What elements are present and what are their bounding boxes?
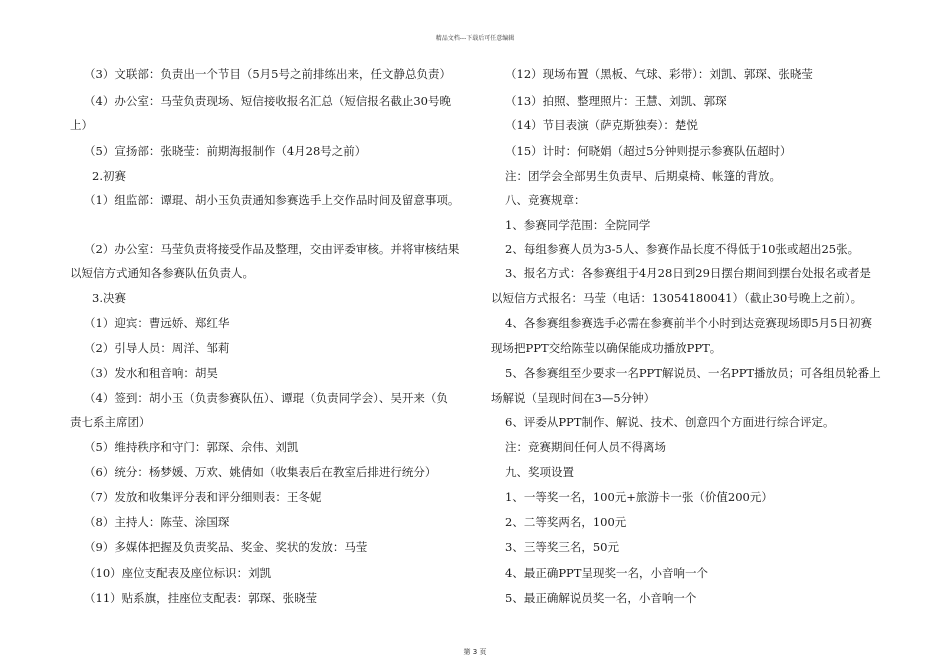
text-line: （1）迎宾：曹远娇、郑红华 [84, 316, 230, 330]
text-line: 1、参赛同学范围：全院同学 [505, 218, 651, 232]
text-line: 上） [70, 118, 93, 132]
text-line: （1）组监部：谭琨、胡小玉负责通知参赛选手上交作品时间及留意事项。 [84, 193, 460, 207]
text-line: （4）办公室：马莹负责现场、短信接收报名汇总（短信报名截止30号晚 [84, 94, 451, 108]
text-line: 5、最正确解说员奖一名，小音响一个 [505, 591, 697, 605]
text-line: （3）发水和租音响：胡昊 [84, 366, 218, 380]
text-line: （12）现场布置（黑板、气球、彩带）：刘凯、郭琛、张晓莹 [505, 67, 813, 81]
text-line: （15）计时：何晓娟（超过5分钟则提示参赛队伍超时） [505, 144, 792, 158]
note-line: 注：团学会全部男生负责早、后期桌椅、帐篷的背放。 [505, 169, 781, 183]
text-line: 3、三等奖三名，50元 [505, 540, 619, 554]
text-line: 4、最正确PPT呈现奖一名，小音响一个 [505, 566, 708, 580]
page-header: 精品文档---下载后可任意编辑 [435, 35, 515, 42]
text-line: 6、评委从PPT制作、解说、技术、创意四个方面进行综合评定。 [505, 415, 835, 429]
text-line: 责七系主席团） [70, 415, 151, 429]
text-line: （10）座位支配表及座位标识：刘凯 [84, 566, 272, 580]
text-line: （2）办公室：马莹负责将接受作品及整理，交由评委审核。并将审核结果 [84, 242, 460, 256]
text-line: 4、各参赛组参赛选手必需在参赛前半个小时到达竞赛现场即5月5日初赛 [505, 316, 872, 330]
text-line: （6）统分：杨梦媛、万欢、姚倩如（收集表后在教室后排进行统分） [84, 465, 437, 479]
text-line: （5）维持秩序和守门：郭琛、佘伟、刘凯 [84, 440, 299, 454]
text-line: 以短信方式报名：马莹（电话：13054180041）（截止30号晚上之前）。 [491, 291, 863, 305]
section-heading: 九、奖项设置 [505, 465, 574, 479]
text-line: 5、各参赛组至少要求一名PPT解说员、一名PPT播放员；可各组员轮番上 [505, 366, 881, 380]
note-line: 注：竞赛期间任何人员不得离场 [505, 440, 666, 454]
text-line: 3、报名方式：各参赛组于4月28日到29日摆台期间到摆台处报名或者是 [505, 266, 871, 280]
page-number: 第 3 页 [463, 648, 487, 656]
text-line: （11）贴系旗，挂座位支配表：郭琛、张晓莹 [84, 591, 318, 605]
text-line: （9）多媒体把握及负责奖品、奖金、奖状的发放：马莹 [84, 540, 368, 554]
text-line: 1、一等奖一名，100元+旅游卡一张（价值200元） [505, 490, 773, 504]
text-line: （14）节目表演（萨克斯独奏）：楚悦 [505, 118, 698, 132]
text-line: （7）发放和收集评分表和评分细则表：王冬妮 [84, 490, 322, 504]
text-line: 2、每组参赛人员为3-5人、参赛作品长度不得低于10张或超出25张。 [505, 242, 860, 256]
section-heading: 3.决赛 [92, 291, 126, 305]
text-line: （5）宣扬部：张晓莹：前期海报制作（4月28号之前） [84, 144, 367, 158]
text-line: （8）主持人：陈莹、涂国琛 [84, 515, 230, 529]
text-line: 现场把PPT交给陈莹以确保能成功播放PPT。 [491, 341, 722, 355]
text-line: （4）签到：胡小玉（负责参赛队伍）、谭琨（负责同学会）、吴开来（负 [84, 391, 448, 405]
section-heading: 八、竞赛规章： [505, 193, 586, 207]
text-line: （3）文联部：负责出一个节目（5月5号之前排练出来，任文静总负责） [84, 67, 451, 81]
text-line: （13）拍照、整理照片：王慧、刘凯、郭琛 [505, 94, 727, 108]
text-line: 场解说（呈现时间在3—5分钟） [491, 391, 656, 405]
section-heading: 2.初赛 [92, 169, 126, 183]
text-line: 2、二等奖两名，100元 [505, 515, 627, 529]
text-line: （2）引导人员：周洋、邹莉 [84, 341, 230, 355]
text-line: 以短信方式通知各参赛队伍负责人。 [70, 266, 254, 280]
